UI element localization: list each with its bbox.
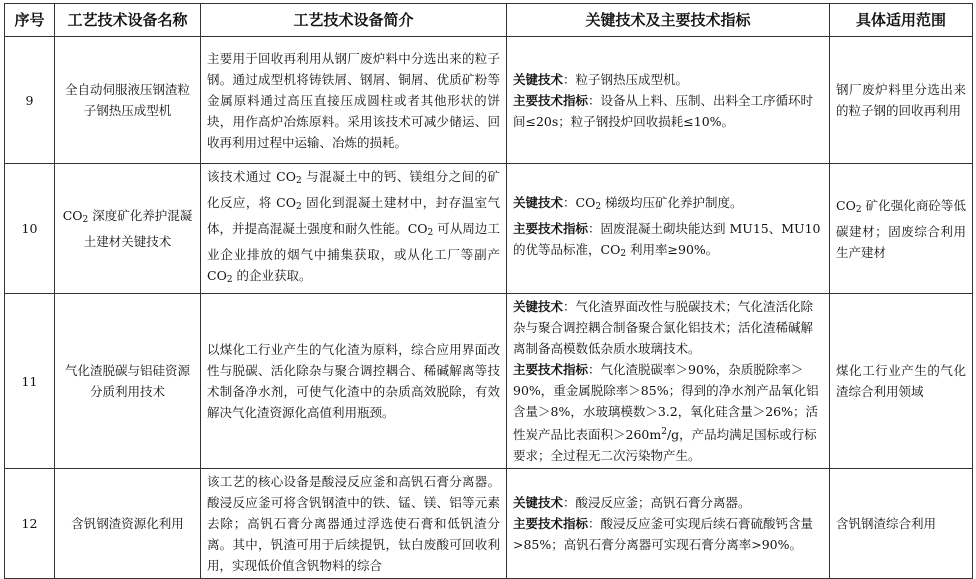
row-intro: 以煤化工行业产生的气化渣为原料，综合应用界面改性与脱碳、活化除杂与聚合调控耦合、稀碱解离等技术制备净水剂，可使气化渣中的杂质高效脱除，有效解决气化渣资源化高值利用瓶颈。	[201, 294, 507, 469]
key-text: ：气化渣界面改性与脱碳技术；气化渣活化除杂与聚合调控耦合制备聚合氯化铝技术；活化渣稀碱解离制备高模数低杂质水玻璃技术。	[513, 299, 814, 356]
main-text: ：酸浸反应釜可实现后续石膏硫酸钙含量>85%；高钒石膏分离器可实现石膏分离率>90%。	[513, 516, 814, 552]
subscript: 2	[427, 228, 434, 238]
subscript: 2	[595, 202, 602, 212]
row-name	[55, 164, 201, 294]
header-intro: 工艺技术设备简介	[201, 4, 507, 37]
main-text: ：气化渣脱碳率＞90%，杂质脱除率＞90%，重金属脱除率＞85%；得到的净水剂产品氧化铝含量＞8%，水玻璃模数＞3.2，氧化硅含量＞26%；活性炭产品比表面积＞260m	[513, 362, 819, 442]
main-label: 主要技术指标	[513, 221, 589, 236]
table-row	[5, 37, 973, 164]
table-row	[5, 294, 973, 469]
row-key-tech	[507, 294, 830, 469]
intro-part: 的企业获取。	[232, 268, 312, 283]
row-scope: 含钒钢渣综合利用	[830, 469, 973, 579]
subscript: 2	[620, 249, 627, 259]
row-no: 12	[5, 469, 55, 579]
main-text: ：固废混凝土砌块能达到 MU15、MU10 的优等品标准，CO	[513, 221, 821, 257]
row-no: 11	[5, 294, 55, 469]
key-label: 关键技术	[513, 71, 564, 87]
subscript: 2	[855, 204, 862, 215]
key-text: ：CO	[563, 195, 596, 210]
scope-part: 矿化强化商砼等低碳建材；固废综合利用生产建材	[836, 197, 966, 260]
key-label: 关键技术	[513, 195, 564, 210]
name-part: 深度矿化养护混凝土建材关键技术	[83, 208, 193, 249]
intro-part: 与混凝土中的钙、镁组分之间的矿化反应，将 CO	[207, 169, 500, 210]
header-name: 工艺技术设备名称	[55, 4, 201, 37]
row-scope: 钢厂废炉料里分选出来的粒子钢的回收再利用	[830, 37, 973, 164]
main-label: 主要技术指标	[513, 92, 589, 108]
header-key: 关键技术及主要技术指标	[507, 4, 830, 37]
table-row	[5, 164, 973, 294]
table-header-row	[5, 4, 973, 37]
main-text: 利用率≥90%。	[626, 242, 719, 257]
key-label: 关键技术	[513, 495, 564, 510]
header-scope: 具体适用范围	[830, 4, 973, 37]
row-intro	[201, 164, 507, 294]
row-name: 含钒钢渣资源化利用	[55, 469, 201, 579]
process-equipment-table	[4, 3, 973, 579]
row-key-tech	[507, 164, 830, 294]
row-intro: 该工艺的核心设备是酸浸反应釜和高钒石膏分离器。酸浸反应釜可将含钒钢渣中的铁、锰、镁、铝等元素去除；高钒石膏分离器通过浮选使石膏和低钒渣分离。其中，钒渣可用于后续提钒，钛白废酸可回收利用，实现低价值含钒物料的综合	[201, 469, 507, 579]
header-no: 序号	[5, 4, 55, 37]
row-key-tech	[507, 37, 830, 164]
name-part: CO	[62, 208, 83, 223]
row-no: 10	[5, 164, 55, 294]
table-row	[5, 469, 973, 579]
intro-part: 该技术通过 CO	[207, 169, 296, 184]
row-scope	[830, 164, 973, 294]
intro-part: 固化到混凝土建材中，封存温室气体，并提高混凝土强度和耐久性能。CO	[207, 195, 500, 236]
main-label: 主要技术指标	[513, 362, 589, 377]
row-name: 气化渣脱碳与铝硅资源分质利用技术	[55, 294, 201, 469]
key-text: 梯级均压矿化养护制度。	[601, 195, 743, 210]
subscript: 2	[226, 275, 233, 285]
subscript: 2	[296, 202, 302, 212]
row-key-tech	[507, 469, 830, 579]
row-name: 全自动伺服液压钢渣粒子钢热压成型机	[55, 37, 201, 164]
subscript: 2	[296, 176, 302, 186]
row-no: 9	[5, 37, 55, 164]
key-label: 关键技术	[513, 299, 564, 314]
main-text: /g，产品均满足国标或行标要求；全过程无二次污染物产生。	[513, 427, 817, 463]
main-label: 主要技术指标	[513, 516, 589, 531]
key-text: ：粒子钢热压成型机。	[563, 71, 689, 87]
main-text: ：设备从上料、压制、出料全工序循环时间≤20s；粒子钢投炉回收损耗≤10%。	[513, 92, 814, 129]
superscript: 2	[661, 427, 667, 437]
key-text: ：酸浸反应釜；高钒石膏分离器。	[563, 495, 751, 510]
row-scope: 煤化工行业产生的气化渣综合利用领域	[830, 294, 973, 469]
intro-part: 可从周边工业企业排放的烟气中捕集获取，或从化工厂等副产 CO	[207, 221, 500, 283]
row-intro: 主要用于回收再利用从钢厂废炉料中分选出来的粒子钢。通过成型机将铸铁屑、钢屑、铜屑、优质矿粉等金属原料通过高压直接压成圆柱或者其他形状的饼块，用作高炉冶炼原料。采用该技术可减少储运、回收再利用过程中运输、冶炼的损耗。	[201, 37, 507, 164]
scope-part: CO	[836, 197, 856, 213]
subscript: 2	[82, 215, 89, 225]
